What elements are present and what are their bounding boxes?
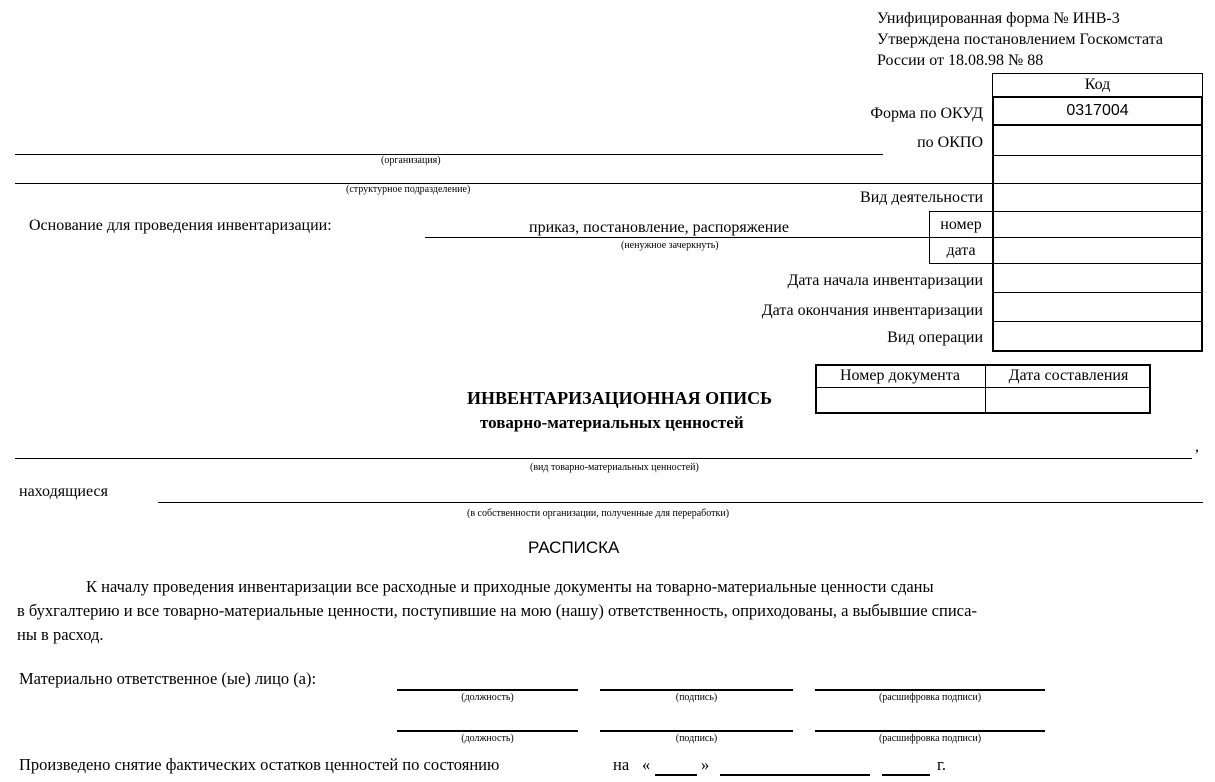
form-code-line: Унифицированная форма № ИНВ-3 <box>877 10 1120 27</box>
code-row-divider <box>992 321 1203 322</box>
signature-caption-1: (подпись) <box>675 692 718 703</box>
signature-caption-2: (подпись) <box>675 733 718 744</box>
activity-label: Вид деятельности <box>860 189 983 206</box>
position-line-1[interactable] <box>397 689 578 691</box>
basis-caption: (ненужное зачеркнуть) <box>621 240 719 251</box>
basis-label: Основание для проведения инвентаризации: <box>29 217 332 234</box>
doc-table-divider <box>815 387 1151 388</box>
code-row-divider <box>992 211 1203 212</box>
position-caption-2: (должность) <box>461 733 514 744</box>
approval-line: Утверждена постановлением Госкомстата <box>877 31 1163 48</box>
number-label-cell <box>929 211 993 238</box>
codes-header-cell <box>992 73 1203 97</box>
organization-line[interactable] <box>15 154 883 155</box>
signature-line-1[interactable] <box>600 689 793 691</box>
located-label: находящиеся <box>19 483 108 500</box>
goods-type-caption: (вид товарно-материальных ценностей) <box>530 462 699 473</box>
goods-type-line[interactable] <box>15 458 1192 459</box>
located-line[interactable] <box>158 502 1203 503</box>
decoding-line-2[interactable] <box>815 730 1045 732</box>
basis-line[interactable] <box>425 237 929 238</box>
basis-value: приказ, постановление, распоряжение <box>529 219 789 236</box>
as-of-label: на <box>613 755 630 774</box>
located-caption: (в собственности организации, полученные для переработки) <box>467 508 730 519</box>
month-field[interactable] <box>720 774 870 776</box>
day-field[interactable] <box>655 774 697 776</box>
open-quote: « <box>642 755 651 774</box>
document-title: ИНВЕНТАРИЗАЦИОННАЯ ОПИСЬ <box>467 388 773 408</box>
department-line[interactable] <box>15 183 992 184</box>
decoding-caption-2: (расшифровка подписи) <box>878 733 982 744</box>
code-row-divider <box>992 292 1203 293</box>
actual-balances-text: Произведено снятие фактических остатков ценностей по состоянию <box>19 755 500 774</box>
decoding-line-1[interactable] <box>815 689 1045 691</box>
year-field[interactable] <box>882 774 930 776</box>
organization-caption: (организация) <box>381 155 441 166</box>
code-row-divider <box>992 263 1203 264</box>
receipt-text-line-2: в бухгалтерию и все товарно-материальные ценности, поступившие на мою (нашу) ответственность, оприходованы, а выбывшие списа- <box>17 601 977 620</box>
okud-cell[interactable] <box>992 96 1203 126</box>
okpo-label: по ОКПО <box>917 134 983 151</box>
inventory-start-label: Дата начала инвентаризации <box>787 272 983 289</box>
doc-number-cell[interactable] <box>817 389 984 412</box>
code-row-divider <box>992 183 1203 184</box>
doc-date-cell[interactable] <box>987 389 1149 412</box>
codes-title: Код <box>1084 76 1111 93</box>
code-row-divider <box>992 237 1203 238</box>
code-row-divider <box>992 155 1203 156</box>
decoding-caption-1: (расшифровка подписи) <box>878 692 982 703</box>
doc-date-header: Дата составления <box>1008 367 1129 384</box>
doc-number-header: Номер документа <box>839 367 961 384</box>
okud-value: 0317004 <box>1066 102 1129 119</box>
receipt-text-line-1: К началу проведения инвентаризации все расходные и приходные документы на товарно-материальные ценности сданы <box>86 577 934 596</box>
year-suffix: г. <box>937 755 947 774</box>
position-line-2[interactable] <box>397 730 578 732</box>
document-subtitle: товарно-материальных ценностей <box>480 413 744 432</box>
operation-type-label: Вид операции <box>887 329 983 346</box>
number-label: номер <box>940 216 982 233</box>
inventory-end-label: Дата окончания инвентаризации <box>761 302 983 319</box>
department-caption: (структурное подразделение) <box>346 184 471 195</box>
signature-line-2[interactable] <box>600 730 793 732</box>
codes-frame <box>992 96 1203 352</box>
okud-label: Форма по ОКУД <box>870 105 983 122</box>
date-label: дата <box>946 242 976 259</box>
approval-date-line: России от 18.08.98 № 88 <box>877 52 1044 69</box>
goods-comma: , <box>1195 438 1199 455</box>
close-quote: » <box>701 755 710 774</box>
position-caption-1: (должность) <box>461 692 514 703</box>
responsible-persons-label: Материально ответственное (ые) лицо (а): <box>19 669 317 688</box>
receipt-title: РАСПИСКА <box>528 538 620 557</box>
date-label-cell <box>929 237 993 264</box>
receipt-text-line-3: ны в расход. <box>17 625 104 644</box>
